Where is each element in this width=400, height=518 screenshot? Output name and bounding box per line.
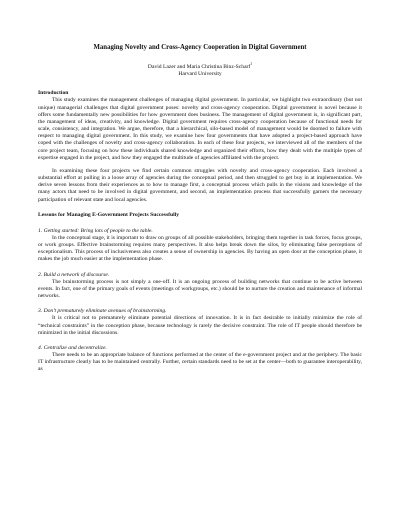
lesson-body: The brainstorming process is not simply a one-off. It is an ongoing process of building networks that continue to be active between events. In fact, one of the primary goals of events (meetings of workgroups, etc.) should be to nurture the creation and maintenance of informal networks. [38,278,362,300]
lesson-title: 2. Build a network of discourse. [38,271,110,278]
intro-heading: Introduction [38,90,69,97]
lesson-body: It is critical not to prematurely eliminate potential directions of innovation. It is in fact desirable to initially minimize the role of “technical constraints” in the conception phase, because technology is rarely the decisive constraint. The role of IT people should therefore be minimized in the initial discussions. [38,315,362,336]
lessons-heading: Lessons for Managing E-Government Projects Successfully [38,211,180,218]
lesson-title: 1. Getting started: Bring lots of people to the table. [38,227,153,234]
author-names: David Lazer and Maria Christina Binz-Scharf [147,64,251,70]
lesson-title: 3. Don’t prematurely eliminate avenues of brainstorming. [38,308,167,315]
lesson-item [38,308,362,337]
intro-paragraph-2: In examining these four projects we find certain common struggles with novelty and cross-agency cooperation. Each involved a substantial effort at pulling in a loose array of agencies during the conceptual period, and then struggled to get buy in at implementation. We derive seven lessons from their experiences as to how to manage first, a conceptual process which pulls in the visions and knowledge of the many actors that need to be involved in digital government, and second, an implementation process that successfully garners the necessary participation of relevant state and local agencies. [38,167,362,203]
lesson-body: In the conceptual stage, it is important to draw on groups of all possible stakeholders, bringing them together in task forces, focus groups, or work groups. Effective brainstorming requires many perspectives. It also helps break down the silos, by eliminating false perceptions of exceptionalism. This process of inclusiveness also creates a sense of ownership in agencies. By having an open door at the conception phase, it makes the job much easier at the implementation phase. [38,234,362,263]
lesson-item [38,228,362,264]
paper-title: Managing Novelty and Cross-Agency Cooperation in Digital Government [93,44,307,51]
paper-affiliation: Harvard University [178,71,222,78]
lesson-body: There needs to be an appropriate balance of functions performed at the center of the e-government project and at the periphery. The basic IT infrastructure clearly has to be maintained centrally. Further, certain standards need to be set at the center—both to guarantee interoperability, as [38,352,362,373]
lesson-item [38,272,362,301]
lesson-item [38,345,362,374]
lesson-title: 4. Centralize and decentralize. [38,344,107,351]
intro-paragraph-1: This study examines the management challenges of managing digital government. In particular, we highlight two extraordinary (but not unique) managerial challenges that digital government poses: novelty and cross-agency cooperation. Digital government is novel because it offers some fundamentally new possibilities for how government does business. The management of digital government is, in significant part, the management of ideas, creativity, and knowledge. Digital government requires cross-agency cooperation because of functional needs for scale, consistency, and integration. We argue, therefore, that a hierarchical, silo-based model of management would be doomed to failure with respect to managing digital government. In this study, we examine how four governments that have adopted a project-based approach have coped with the challenges of novelty and cross-agency collaboration. In each of these four projects, we interviewed all of the members of the core project team, focusing on how these individuals shared knowledge and organized their efforts, how they dealt with the multiple types of expertise engaged in the project, and how they engaged the multitude of agencies affiliated with the project. [38,97,362,161]
paper-authors [38,64,362,71]
author-footnote-mark: 1 [250,62,253,67]
